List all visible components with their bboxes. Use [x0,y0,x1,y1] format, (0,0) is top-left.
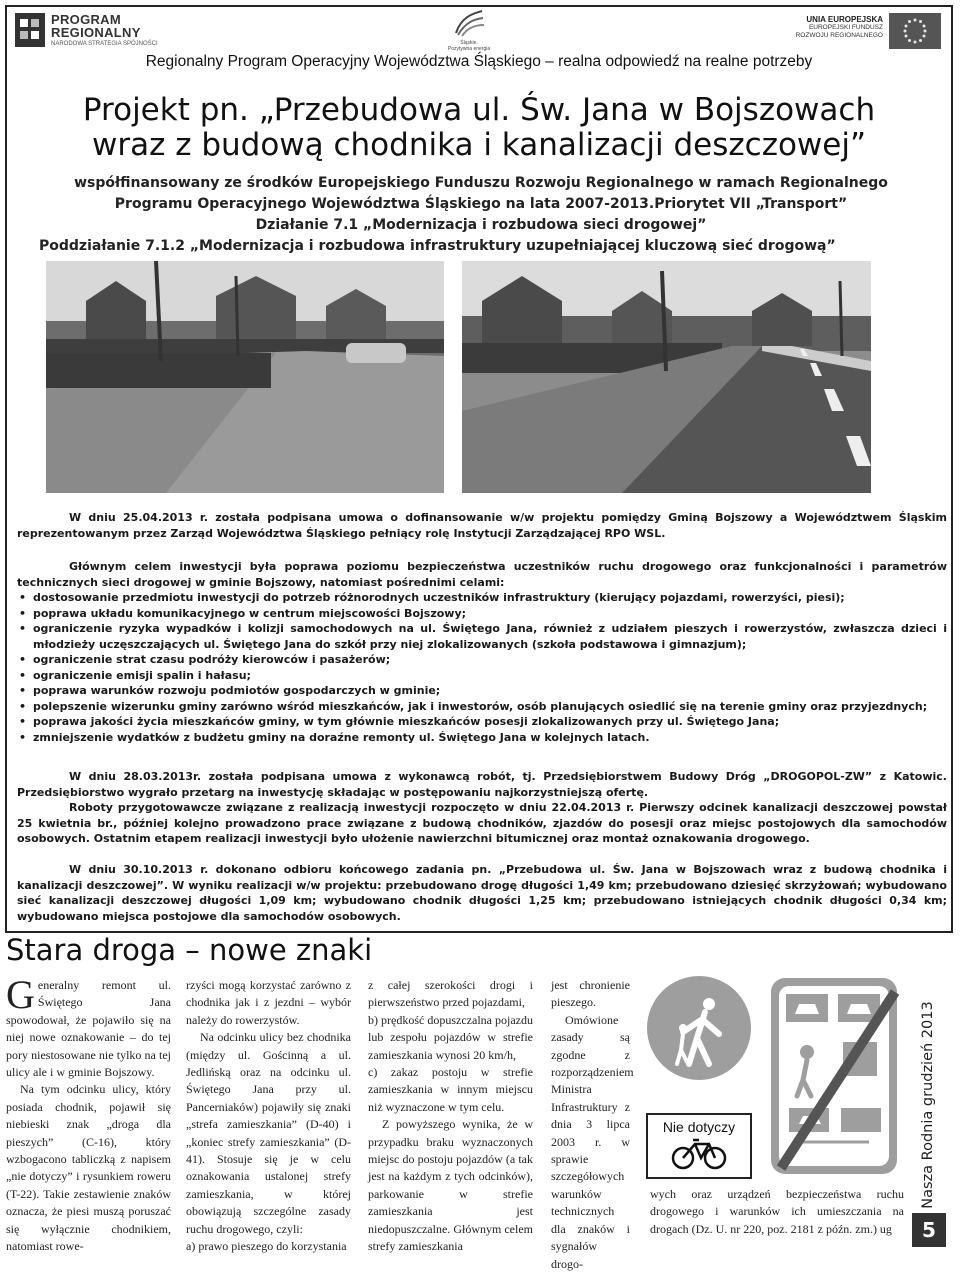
plate-text: Nie dotyczy [662,1119,736,1135]
project-title-line1: Projekt pn. „Przebudowa ul. Św. Jana w Bojszowach [82,92,876,128]
article-col2-p3: a) prawo pieszego do korzystania [186,1239,347,1254]
article-col4-p1: jest chronienie pieszego. [551,978,630,1010]
eu-logo [796,13,941,49]
article-column-3 [368,977,533,1256]
eu-flag-icon [889,13,941,49]
project-title-line2: wraz z budową chodnika i kanalizacji deszczowej” [91,127,867,163]
page-number: 5 [912,1213,946,1247]
paragraph-agreement [17,510,947,541]
article-col1-p1: eneralny remont ul. Świętego Jana spowodował, że pojawiło się na niej nowe oznakowanie – do tej pory niestosowane nie tylko na tej ulicy ale i w gminie Bojszowy. [6,978,171,1080]
project-box [5,5,953,933]
project-title [7,93,951,163]
goal-item: • poprawa jakości życia mieszkańców gminy, w tym głównie mieszkańców posesji zlokalizowanych przy ul. Świętego Jana; [17,714,947,730]
contractor-text: W dniu 28.03.2013r. została podpisana umowa z wykonawcą robót, tj. Przedsiębiorstwem Budowy Dróg „DROGOPOL-ZW” z Katowic. Przedsiębiorstwo wygrało przetarg na inwestycję składając w postępowaniu najkorzystniejszą ofertę. [17,770,947,799]
cofinancing-line1: współfinansowany ze środków Europejskiego Funduszu Rozwoju Regionalnego w ramach Regionalnego [74,175,888,191]
article-col1-p2: Na tym odcinku ulicy, który posiada chodnik, pojawił się niebieski znak „droga dla pieszych” (C-16), który wzbogacono tabliczką z napisem „nie dotyczy” i rysunkiem roweru (T-22). Takie zestawienie znaków oznacza, że piesi muszą poruszać się wyłącznie chodnikiem, natomiast rowe- [6,1082,171,1254]
article-col2-p2: Na odcinku ulicy bez chodnika (między ul. Gościnną a ul. Jedlińską oraz na odcinku ul. Świętego Jana przy ul. Pancerniaków) pojawiły się znaki „strefa zamieszkania” (D-40) i „koniec strefy zamieszkania” (D-41). Stosuje się je w celu oznakowania ustalonej strefy zamieszkania, w której obowiązują szczególne zasady ruchu drogowego, czyli: [186,1030,351,1236]
photo-road-after [462,261,871,493]
slaskie-swirl-icon [452,9,486,37]
nie-dotyczy-plate [647,1114,751,1178]
slaskie-logo-line1: Śląskie. [460,40,478,46]
paragraph-goals [17,559,947,745]
paragraph-completion [17,862,947,924]
goals-intro: Głównym celem inwestycji była poprawa poziomu bezpieczeństwa uczestników ruchu drogowego oraz funkcjonalności i parametrów technicznych sieci drogowej w gminie Bojszowy, natomiast pośrednimi celami: [17,560,947,589]
program-logo-mark-icon [15,13,45,47]
program-regionalny-logo [15,13,158,47]
slaskie-logo [439,9,499,53]
article-col2-p1: rzyści mogą korzystać zarówno z chodnika jak i z jezdni – wybór należy do rowerzystów. [186,978,351,1027]
goal-item: • ograniczenie ryzyka wypadków i kolizji samochodowych na ul. Świętego Jana, również z udziałem pieszych i rowerzystów, zwłaszcza dzieci i młodzieży uczęszczających ul. Świętego Jana do szkół przy niej zlokalizowanych (szkoła podstawowa i gimnazjum); [17,621,947,652]
goal-item: • poprawa warunków rozwoju podmiotów gospodarczych w gminie; [17,683,947,699]
cofinancing-line3: Działanie 7.1 „Modernizacja i rozbudowa sieci drogowej” [255,217,707,233]
article-column-2 [186,977,351,1256]
article-column-4 [551,977,634,1273]
cofinancing-statement [27,173,935,257]
article-caption: wych oraz urządzeń bezpieczeństwa ruchu drogowego i warunków ich umieszczania na drogach (Dz. U. nr 220, poz. 2181 z późn. zm.) ug [650,1187,904,1236]
article-col3-p3: c) zakaz postoju w strefie zamieszkania w innym miejscu niż wyznaczone w tym celu. [368,1065,533,1114]
goal-item: • polepszenie wizerunku gminy zarówno wśród mieszkańców, jak i inwestorów, osób planujących osiedlić się na terenie gminy oraz przyjezdnych; [17,699,947,715]
cofinancing-line4: Poddziałanie 7.1.2 „Modernizacja i rozbudowa infrastruktury uzupełniającej kluczową sieć drogową” [39,238,836,254]
article-col3-p2: b) prędkość dopuszczalna pojazdu lub zespołu pojazdów w strefie zamieszkania wynosi 20 km/h, [368,1012,533,1062]
issue-side-strip [908,1000,948,1210]
completion-text: W dniu 30.10.2013 r. dokonano odbioru końcowego zadania pn. „Przebudowa ul. Św. Jana w Bojszowach wraz z budową chodnika i kanalizacji deszczowej”. W wyniku realizacji w/w projektu: przebudowano drogę długości 1,49 km; przebudowano dziesięć skrzyżowań; wybudowano sieć kanalizacji deszczowej długości 1,09 km; wybudowano chodnik długości 1,25 km; przebudowano istniejących chodnik długości 0,34 km; wybudowano miejsca postojowe dla samochodów osobowych. [17,863,947,923]
logo-header [7,7,951,57]
eu-logo-line2: EUROPEJSKI FUNDUSZ [808,24,883,32]
cofinancing-line2: Programu Operacyjnego Województwa Śląskiego na lata 2007-2013.Priorytet VII „Transport” [114,196,848,212]
program-logo-line2: REGIONALNY [51,25,141,40]
article-col3-p1: z całej szerokości drogi i pierwszeństwo przed pojazdami, [368,978,533,1010]
slaskie-logo-line2: Pozytywna energia [447,45,491,52]
article-column-1 [6,972,171,1256]
paragraph-contractor [17,769,947,847]
eu-logo-line1: UNIA EUROPEJSKA [806,15,883,24]
rpo-motto: Regionalny Program Operacyjny Województwa Śląskiego – realna odpowiedź na realne potrzeby [145,53,813,70]
goal-item: • ograniczenie emisji spalin i hałasu; [17,668,947,684]
program-logo-line1: PROGRAM [51,12,121,27]
pedestrian-sign-icon [647,976,751,1080]
zone-sign-icon [771,978,897,1174]
works-text: Roboty przygotowawcze związane z realizacją inwestycji rozpoczęto w dniu 22.04.2013 r. Pierwszy odcinek kanalizacji deszczowej powstał 25 kwietnia br., później kolejno prowadzono prace związane z budową chodników, zjazdów do posesji oraz miejsc postojowych dla samochodów osobowych. Ostatnim etapem realizacji inwestycji było ułożenie nawierzchni bitumicznej oraz montaż oznakowania drogowego. [17,801,947,845]
goals-list [17,590,947,745]
goal-item: • ograniczenie strat czasu podróży kierowców i pasażerów; [17,652,947,668]
goal-item: • poprawa układu komunikacyjnego w centrum miejscowości Bojszowy; [17,606,947,622]
goal-item: • dostosowanie przedmiotu inwestycji do potrzeb różnorodnych uczestników infrastruktury (kierujący pojazdami, rowerzyści, piesi); [17,590,947,606]
dropcap: G [6,972,35,1017]
issue-label: Nasza Rodnia grudzień 2013 [920,1001,936,1209]
article-col3-p4: Z powyższego wynika, że w przypadku braku wyznaczonych miejsc do postoju pojazdów (a tak jest na każdym z tych odcinków), parkowanie w strefie zamieszkania jest niedopuszczalne. Głównym celem strefy zamieszkania [368,1117,533,1254]
eu-logo-line3: ROZWOJU REGIONALNEGO [795,31,883,39]
paragraph-agreement-text: W dniu 25.04.2013 r. została podpisana umowa o dofinansowanie w/w projektu pomiędzy Gminą Bojszowy a Województwem Śląskim reprezentowanym przez Zarząd Województwa Śląskiego pełniący rolę Instytucji Zarządzającej RPO WSL. [17,511,947,540]
article-title: Stara droga – nowe znaki [6,933,373,967]
photo-road-before [46,261,444,493]
road-signs-illustration [643,972,901,1180]
goal-item: • zmniejszenie wydatków z budżetu gminy na doraźne remonty ul. Świętego Jana w kolejnych latach. [17,730,947,746]
program-logo-line3: NARODOWA STRATEGIA SPÓJNOŚCI [51,41,158,47]
article-col4-p2: Omówione zasady są zgodne z rozporządzeniem Ministra Infrastruktury z dnia 3 lipca 2003 r. w sprawie szczegółowych warunków technicznych dla znaków i sygnałów drogo- [551,1012,634,1271]
